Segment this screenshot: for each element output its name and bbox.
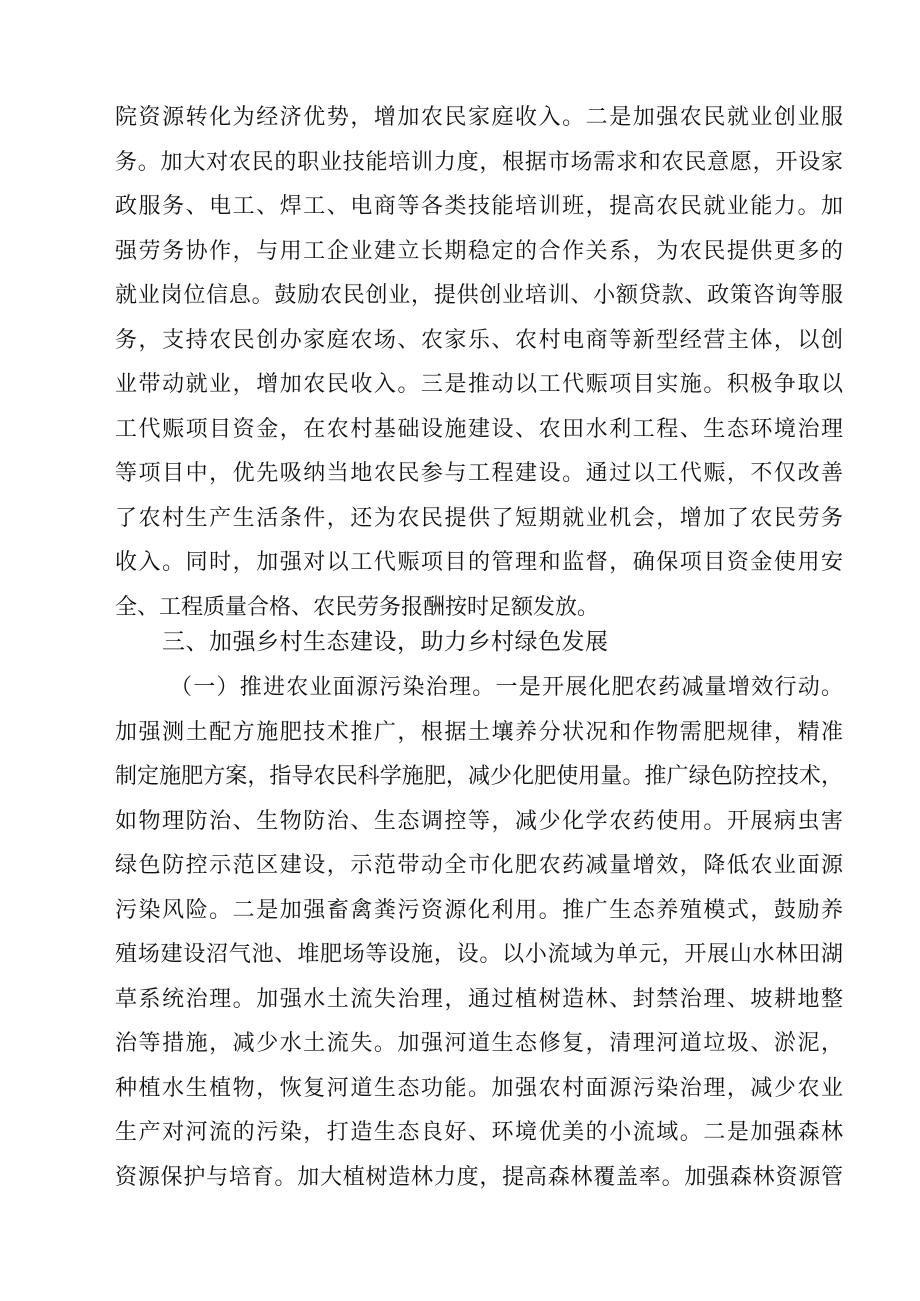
- text-line: 如物理防治、生物防治、生态调控等，减少化学农药使用。开展病虫害: [115, 809, 843, 834]
- text-line: 强劳务协作，与用工企业建立长期稳定的合作关系，为农民提供更多的: [115, 239, 843, 264]
- text-line: 等项目中，优先吸纳当地农民参与工程建设。通过以工代赈，不仅改善: [115, 461, 843, 486]
- text-line: 收入。同时，加强对以工代赈项目的管理和监督，确保项目资金使用安: [115, 550, 843, 575]
- text-line: 治等措施，减少水土流失。加强河道生态修复，清理河道垃圾、淤泥，: [115, 1031, 843, 1056]
- text-line: 生产对河流的污染，打造生态良好、环境优美的小流域。二是加强森林: [115, 1120, 843, 1145]
- text-line: 了农村生产生活条件，还为农民提供了短期就业机会，增加了农民劳务: [115, 506, 843, 531]
- text-line: 污染风险。二是加强畜禽粪污资源化利用。推广生态养殖模式，鼓励养: [115, 898, 843, 923]
- text-line: 殖场建设沼气池、堆肥场等设施，设。以小流域为单元，开展山水林田湖: [115, 942, 843, 967]
- text-line: 政服务、电工、焊工、电商等各类技能培训班，提高农民就业能力。加: [115, 194, 843, 219]
- text-line: 绿色防控示范区建设，示范带动全市化肥农药减量增效，降低农业面源: [115, 853, 843, 878]
- text-line: 全、工程质量合格、农民劳务报酬按时足额发放。: [115, 595, 600, 620]
- text-line: 务。加大对农民的职业技能培训力度，根据市场需求和农民意愿，开设家: [115, 150, 843, 175]
- text-line: 工代赈项目资金，在农村基础设施建设、农田水利工程、生态环境治理: [115, 417, 843, 442]
- text-line: 制定施肥方案，指导农民科学施肥，减少化肥使用量。推广绿色防控技术，: [115, 764, 843, 789]
- text-line: 资源保护与培育。加大植树造林力度，提高森林覆盖率。加强森林资源管: [115, 1165, 843, 1190]
- paragraph-first-line: （一）推进农业面源污染治理。一是开展化肥农药减量增效行动。: [170, 675, 843, 700]
- text-line: 加强测土配方施肥技术推广，根据土壤养分状况和作物需肥规律，精准: [115, 720, 843, 745]
- text-line: 业带动就业，增加农民收入。三是推动以工代赈项目实施。积极争取以: [115, 372, 843, 397]
- text-line: 务，支持农民创办家庭农场、农家乐、农村电商等新型经营主体，以创: [115, 328, 843, 353]
- section-heading: 三、加强乡村生态建设，助力乡村绿色发展: [162, 629, 609, 655]
- text-line: 院资源转化为经济优势，增加农民家庭收入。二是加强农民就业创业服: [115, 105, 843, 130]
- text-line: 草系统治理。加强水土流失治理，通过植树造林、封禁治理、坡耕地整: [115, 987, 843, 1012]
- text-line: 种植水生植物，恢复河道生态功能。加强农村面源污染治理，减少农业: [115, 1076, 843, 1101]
- text-line: 就业岗位信息。鼓励农民创业，提供创业培训、小额贷款、政策咨询等服: [115, 283, 843, 308]
